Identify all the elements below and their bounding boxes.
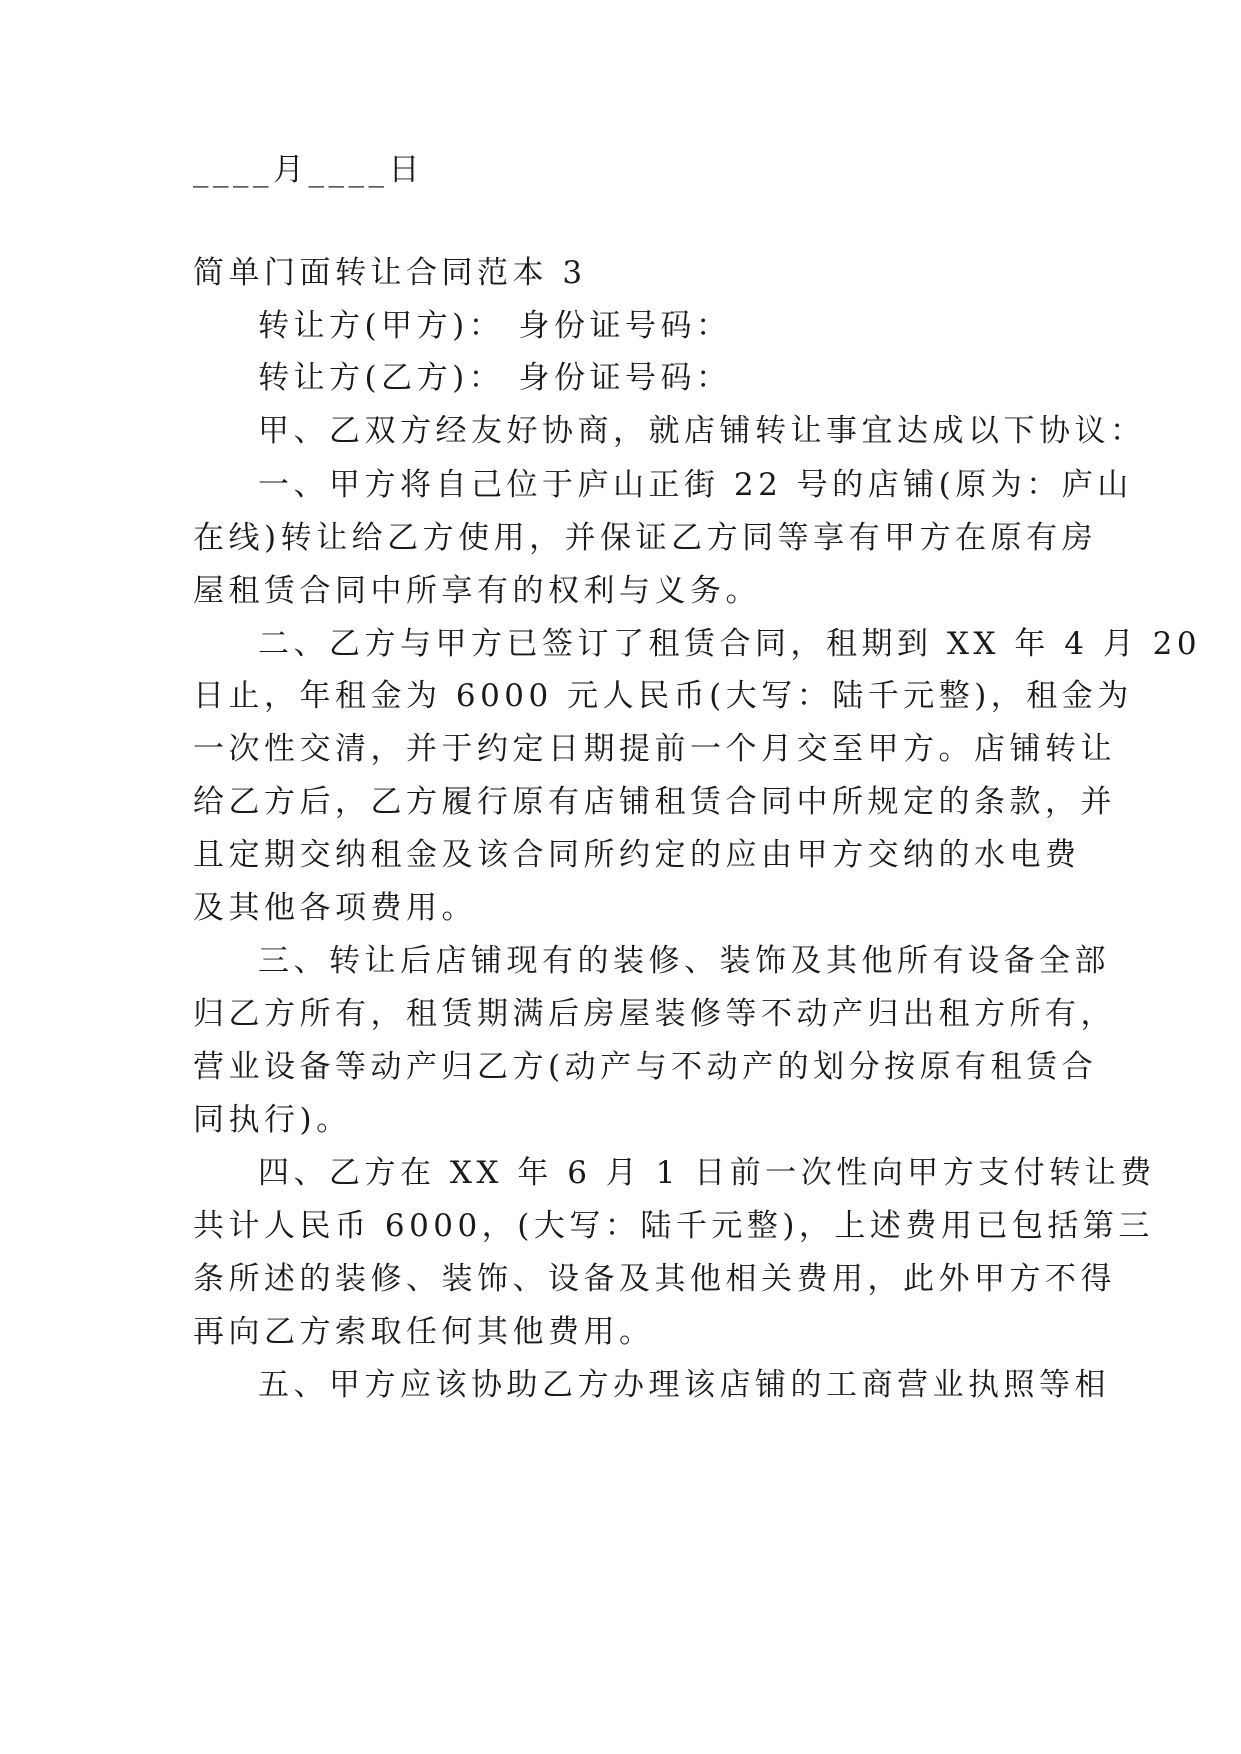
party-a-line: 转让方(甲方)： 身份证号码： xyxy=(258,308,732,344)
date-line: ____月____日 xyxy=(193,152,424,188)
intro-line: 甲、乙双方经友好协商，就店铺转让事宜达成以下协议： xyxy=(258,413,1146,449)
party-b-line: 转让方(乙方)： 身份证号码： xyxy=(258,360,732,396)
clause-3-line-2: 归乙方所有，租赁期满后房屋装修等不动产归出租方所有， xyxy=(193,996,1116,1032)
clause-4-line-4: 再向乙方索取任何其他费用。 xyxy=(193,1314,655,1350)
document-title: 简单门面转让合同范本 3 xyxy=(193,255,587,291)
clause-1-line-1: 一、甲方将自己位于庐山正街 22 号的店铺(原为：庐山 xyxy=(258,467,1133,503)
clause-3-line-3: 营业设备等动产归乙方(动产与不动产的划分按原有租赁合 xyxy=(193,1049,1098,1085)
clause-2-line-2: 日止，年租金为 6000 元人民币(大写：陆千元整)，租金为 xyxy=(193,678,1133,714)
clause-1-line-2: 在线)转让给乙方使用，并保证乙方同等享有甲方在原有房 xyxy=(193,520,1098,556)
clause-5-line-1: 五、甲方应该协助乙方办理该店铺的工商营业执照等相 xyxy=(258,1367,1110,1403)
clause-2-line-3: 一次性交清，并于约定日期提前一个月交至甲方。店铺转让 xyxy=(193,731,1116,767)
clause-2-line-5: 且定期交纳租金及该合同所约定的应由甲方交纳的水电费 xyxy=(193,837,1081,873)
clause-2-line-1: 二、乙方与甲方已签订了租赁合同，租期到 XX 年 4 月 20 xyxy=(258,626,1202,662)
clause-4-line-2: 共计人民币 6000，(大写：陆千元整)，上述费用已包括第三 xyxy=(193,1208,1154,1244)
clause-2-line-6: 及其他各项费用。 xyxy=(193,890,477,926)
clause-4-line-1: 四、乙方在 XX 年 6 月 1 日前一次性向甲方支付转让费 xyxy=(258,1155,1156,1191)
clause-2-line-4: 给乙方后，乙方履行原有店铺租赁合同中所规定的条款，并 xyxy=(193,784,1116,820)
clause-4-line-3: 条所述的装修、装饰、设备及其他相关费用，此外甲方不得 xyxy=(193,1261,1116,1297)
clause-1-line-3: 屋租赁合同中所享有的权利与义务。 xyxy=(193,573,761,609)
clause-3-line-4: 同执行)。 xyxy=(193,1102,352,1138)
clause-3-line-1: 三、转让后店铺现有的装修、装饰及其他所有设备全部 xyxy=(258,943,1110,979)
